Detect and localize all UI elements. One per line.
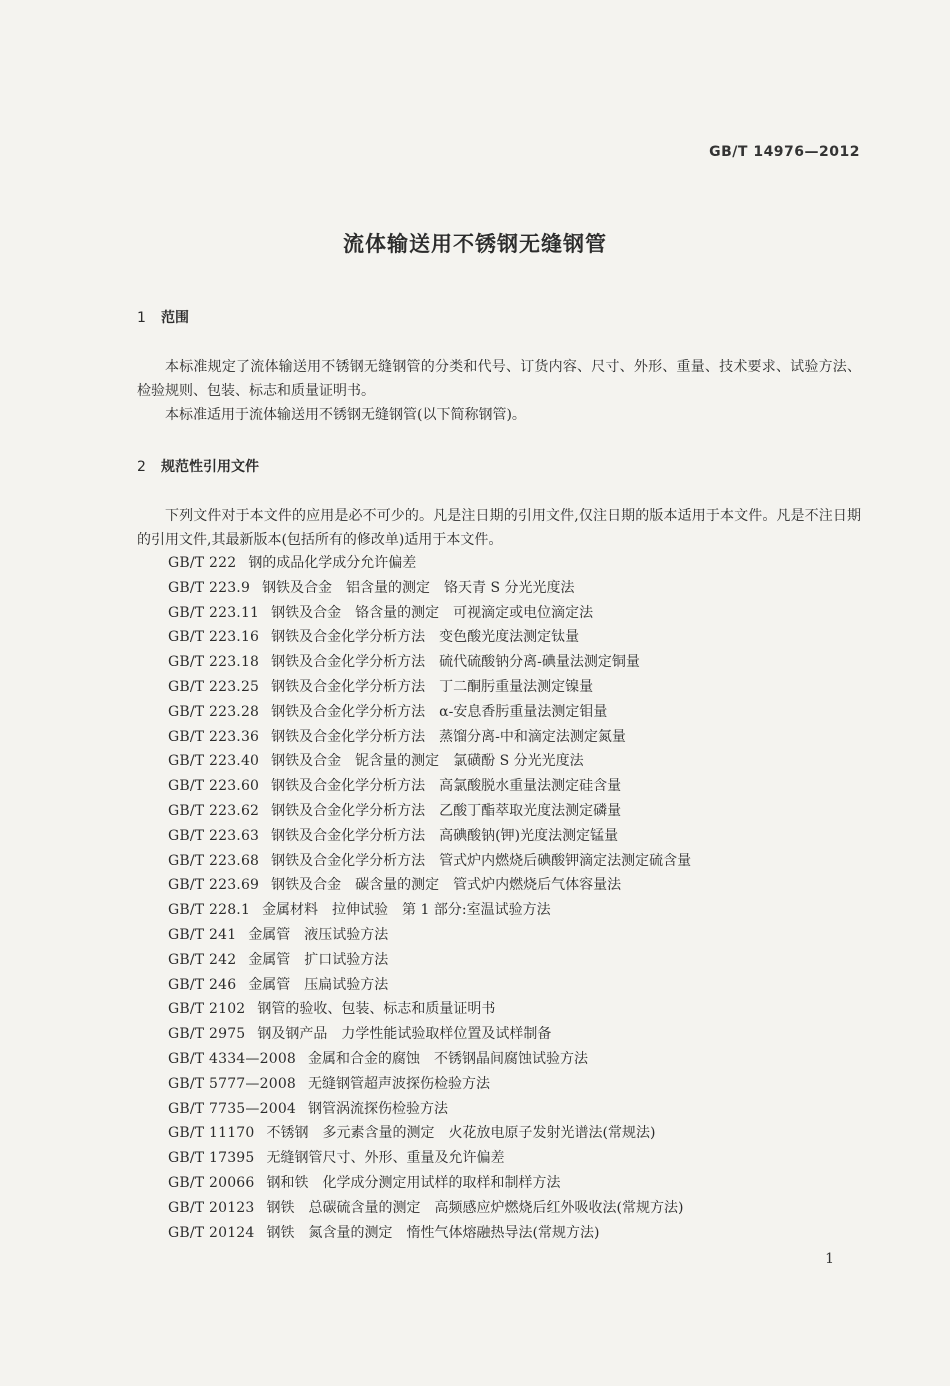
reference-code: GB/T 5777—2008 — [168, 1075, 297, 1092]
reference-item — [168, 725, 868, 750]
reference-title: 钢铁及合金化学分析方法 乙酸丁酯萃取光度法测定磷量 — [271, 802, 622, 819]
reference-code: GB/T 2975 — [168, 1026, 246, 1043]
reference-title: 钢铁及合金 铌含量的测定 氯磺酚 S 分光光度法 — [271, 753, 584, 770]
section-title: 范围 — [161, 310, 189, 326]
reference-item — [168, 625, 868, 650]
reference-title: 金属和合金的腐蚀 不锈钢晶间腐蚀试验方法 — [308, 1050, 589, 1067]
reference-item — [168, 774, 868, 799]
reference-item — [168, 799, 868, 824]
reference-item — [168, 873, 868, 898]
reference-code: GB/T 17395 — [168, 1150, 255, 1167]
reference-code: GB/T 241 — [168, 926, 237, 943]
reference-list — [168, 551, 868, 1245]
reference-title: 钢的成品化学成分允许偏差 — [248, 555, 417, 571]
reference-code: GB/T 223.25 — [168, 678, 260, 695]
reference-title: 钢铁及合金化学分析方法 丁二酮肟重量法测定镍量 — [271, 678, 594, 695]
reference-title: 钢及钢产品 力学性能试验取样位置及试样制备 — [257, 1026, 552, 1043]
reference-code: GB/T 11170 — [168, 1125, 255, 1142]
section-title: 规范性引用文件 — [161, 459, 259, 475]
reference-item — [168, 1097, 868, 1122]
document-title: 流体输送用不锈钢无缝钢管 — [343, 232, 607, 256]
reference-item — [168, 601, 868, 626]
reference-title: 金属材料 拉伸试验 第 1 部分:室温试验方法 — [262, 902, 551, 919]
reference-code: GB/T 222 — [168, 555, 237, 571]
reference-title: 钢铁及合金化学分析方法 变色酸光度法测定钛量 — [271, 629, 580, 646]
reference-code: GB/T 223.68 — [168, 852, 260, 869]
reference-code: GB/T 4334—2008 — [168, 1050, 297, 1067]
reference-item — [168, 1196, 868, 1221]
reference-item — [168, 997, 868, 1022]
reference-title: 钢铁及合金 铬含量的测定 可视滴定或电位滴定法 — [271, 604, 594, 621]
reference-code: GB/T 228.1 — [168, 902, 251, 919]
reference-code: GB/T 20066 — [168, 1174, 255, 1191]
reference-title: 钢铁 总碳硫含量的测定 高频感应炉燃烧后红外吸收法(常规方法) — [266, 1199, 684, 1216]
reference-code: GB/T 223.40 — [168, 753, 260, 770]
reference-title: 无缝钢管尺寸、外形、重量及允许偏差 — [266, 1150, 505, 1167]
reference-title: 钢铁及合金化学分析方法 高碘酸钠(钾)光度法测定锰量 — [271, 827, 619, 844]
reference-code: GB/T 223.69 — [168, 877, 260, 894]
reference-code: GB/T 223.11 — [168, 604, 260, 621]
reference-item — [168, 675, 868, 700]
reference-code: GB/T 20123 — [168, 1199, 255, 1216]
reference-item — [168, 923, 868, 948]
reference-item — [168, 749, 868, 774]
reference-title: 钢铁及合金 铝含量的测定 铬天青 S 分光光度法 — [262, 579, 575, 596]
reference-code: GB/T 246 — [168, 976, 237, 993]
reference-title: 金属管 压扁试验方法 — [248, 976, 389, 993]
reference-item — [168, 1072, 868, 1097]
reference-item — [168, 1022, 868, 1047]
reference-item — [168, 973, 868, 998]
reference-title: 不锈钢 多元素含量的测定 火花放电原子发射光谱法(常规法) — [266, 1125, 656, 1142]
reference-title: 钢铁 氮含量的测定 惰性气体熔融热导法(常规方法) — [266, 1224, 600, 1241]
reference-code: GB/T 223.62 — [168, 802, 260, 819]
reference-title: 金属管 扩口试验方法 — [248, 951, 389, 968]
reference-code: GB/T 223.18 — [168, 654, 260, 671]
section-heading-normative-references — [137, 456, 259, 476]
reference-item — [168, 824, 868, 849]
reference-item — [168, 551, 868, 576]
reference-title: 钢管的验收、包装、标志和质量证明书 — [257, 1001, 496, 1018]
reference-item — [168, 1047, 868, 1072]
reference-title: 钢铁及合金化学分析方法 α-安息香肟重量法测定钼量 — [271, 703, 608, 720]
reference-title: 钢铁及合金化学分析方法 高氯酸脱水重量法测定硅含量 — [271, 778, 622, 795]
reference-title: 钢管涡流探伤检验方法 — [308, 1100, 449, 1117]
reference-code: GB/T 7735—2004 — [168, 1100, 297, 1117]
scope-paragraph-2: 本标准适用于流体输送用不锈钢无缝钢管(以下简称钢管)。 — [165, 407, 526, 423]
reference-item — [168, 650, 868, 675]
reference-item — [168, 700, 868, 725]
reference-item — [168, 898, 868, 923]
reference-item — [168, 1221, 868, 1246]
reference-code: GB/T 2102 — [168, 1001, 246, 1018]
reference-title: 钢铁及合金 碳含量的测定 管式炉内燃烧后气体容量法 — [271, 877, 622, 894]
reference-code: GB/T 223.60 — [168, 778, 260, 795]
reference-code: GB/T 20124 — [168, 1224, 255, 1241]
reference-item — [168, 948, 868, 973]
section-heading-scope — [137, 307, 189, 327]
reference-title: 无缝钢管超声波探伤检验方法 — [308, 1075, 491, 1092]
reference-title: 钢铁及合金化学分析方法 硫代硫酸钠分离-碘量法测定铜量 — [271, 654, 640, 671]
standard-code: GB/T 14976—2012 — [709, 144, 860, 160]
reference-title: 钢铁及合金化学分析方法 管式炉内燃烧后碘酸钾滴定法测定硫含量 — [271, 852, 692, 869]
reference-item — [168, 1146, 868, 1171]
section-number: 2 — [137, 459, 146, 475]
reference-title: 钢铁及合金化学分析方法 蒸馏分离-中和滴定法测定氮量 — [271, 728, 626, 745]
page-number: 1 — [825, 1251, 834, 1267]
reference-title: 金属管 液压试验方法 — [248, 926, 389, 943]
reference-item — [168, 1171, 868, 1196]
reference-code: GB/T 223.28 — [168, 703, 260, 720]
reference-code: GB/T 223.16 — [168, 629, 260, 646]
section-number: 1 — [137, 310, 146, 326]
reference-item — [168, 1121, 868, 1146]
references-intro-paragraph: 下列文件对于本文件的应用是必不可少的。凡是注日期的引用文件,仅注日期的版本适用于本文件。凡是不注日期的引用文件,其最新版本(包括所有的修改单)适用于本文件。 — [137, 508, 861, 548]
reference-code: GB/T 223.9 — [168, 579, 251, 596]
reference-item — [168, 576, 868, 601]
reference-code: GB/T 223.36 — [168, 728, 260, 745]
reference-code: GB/T 223.63 — [168, 827, 260, 844]
reference-code: GB/T 242 — [168, 951, 237, 968]
reference-item — [168, 849, 868, 874]
reference-title: 钢和铁 化学成分测定用试样的取样和制样方法 — [266, 1174, 561, 1191]
scope-paragraph-1: 本标准规定了流体输送用不锈钢无缝钢管的分类和代号、订货内容、尺寸、外形、重量、技术要求、试验方法、检验规则、包装、标志和质量证明书。 — [137, 359, 861, 399]
